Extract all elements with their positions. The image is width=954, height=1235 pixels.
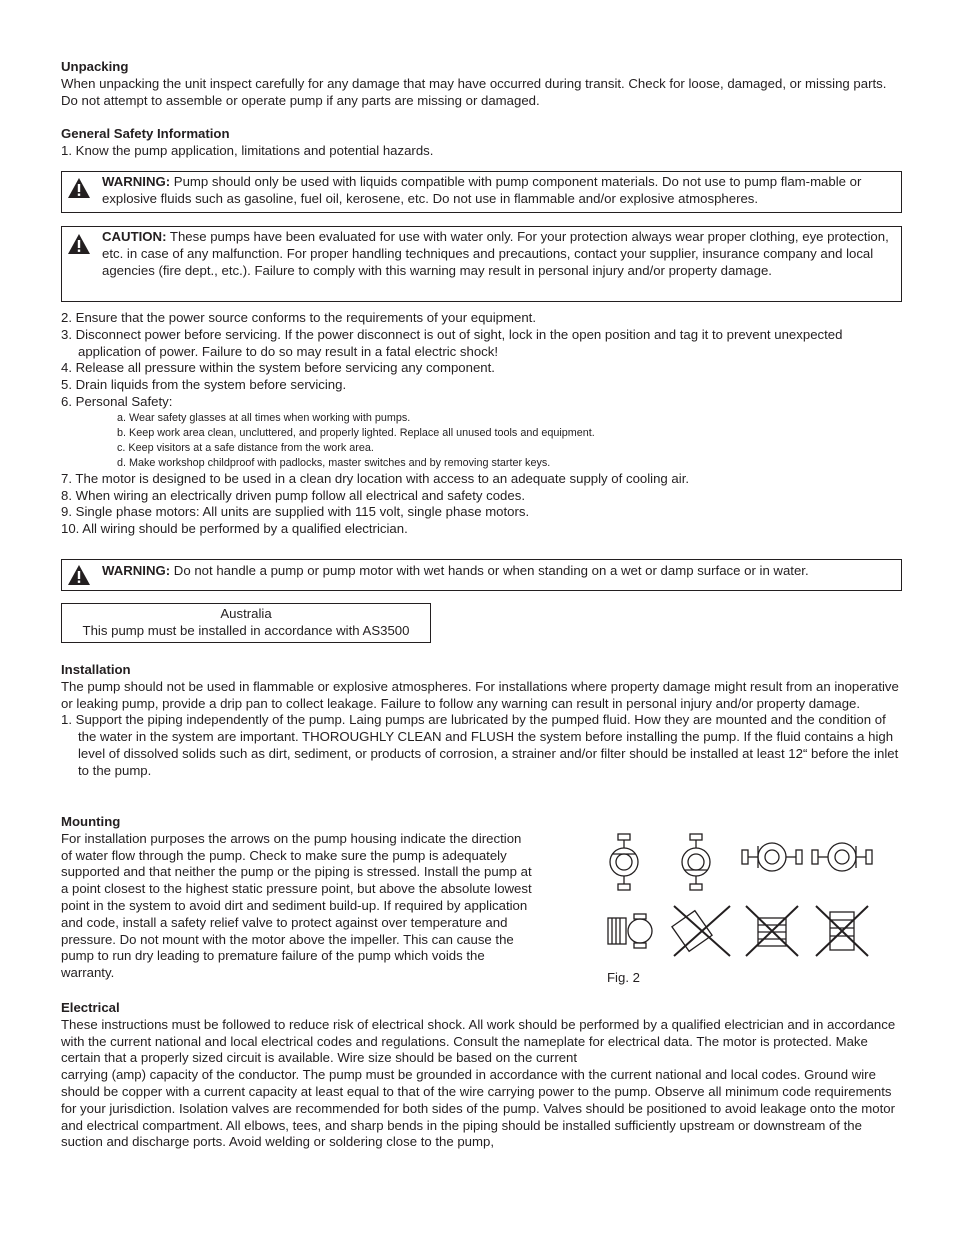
list-item: a. Wear safety glasses at all times when working with pumps.: [117, 411, 411, 424]
warning-1-body: Pump should only be used with liquids compatible with pump component materials. Do not use to pump flam-mable or explosive fluids such as gasoline, fuel oil, kerosene, etc. Do not use in flammable and/or explosive atmospheres.: [102, 174, 862, 206]
electrical-body-2: carrying (amp) capacity of the conductor. The pump must be grounded in accordance with the current national and local codes. Ground wire should be copper with a current capacity at least equal to that of the wire carrying power to the pump. Observe all minimum code requirements for your jurisdiction. Isolation valves are recommended for both sides of the pump. Valves should be positioned to avoid leakage onto the motor and electrical compartment. All elbows, tees, and sharp bends in the piping should be installed sufficiently upstream or downstream of the suction and discharge ports. Avoid welding or soldering close to the pump,: [61, 1067, 895, 1150]
pump-motor-horizontal-icon: [608, 914, 652, 948]
safety-heading: General Safety Information: [61, 126, 230, 141]
unpacking-body: When unpacking the unit inspect carefully for any damage that may have occurred during transit. Check for loose, damaged, or missing parts. Do not attempt to assemble or operate pump if any parts are missing or damaged.: [61, 75, 887, 108]
safety-item-1: 1. Know the pump application, limitations and potential hazards.: [61, 142, 434, 158]
caution-body: These pumps have been evaluated for use with water only. For your protection always wear proper clothing, eye protection, etc. in case of any malfunction. For proper handling techniques and precautions, contact your supplier, insurance company and local agencies (fire dept., etc.). Failure to comply with this warning may result in personal injury and/or property damage.: [102, 229, 889, 278]
caution-text: [102, 229, 893, 279]
warning-box-2: [61, 559, 902, 591]
electrical-heading: Electrical: [61, 1000, 120, 1015]
pump-motor-upright-crossed-icon: [816, 906, 868, 956]
list-item: 7. The motor is designed to be used in a clean dry location with access to an adequate supply of cooling air.: [61, 470, 690, 486]
installation-section: [61, 662, 904, 780]
installation-body: The pump should not be used in flammable or explosive atmospheres. For installations where property damage might result from an inoperative or leaking pump, provide a drip pan to collect leakage. Failure to follow any warning can result in personal injury and/or property damage.: [61, 678, 899, 711]
warning-2-text: [102, 563, 893, 580]
figure-label: Fig. 2: [607, 970, 640, 985]
list-item: 9. Single phase motors: All units are supplied with 115 volt, single phase motors.: [61, 504, 530, 520]
list-item: c. Keep visitors at a safe distance from the work area.: [117, 441, 374, 454]
list-item: 8. When wiring an electrically driven pump follow all electrical and safety codes.: [61, 487, 525, 503]
safety-items: [61, 310, 904, 411]
mounting-section: [61, 814, 536, 982]
australia-title: Australia: [220, 606, 272, 621]
electrical-section: [61, 1000, 904, 1151]
warning-triangle-icon: [67, 177, 91, 199]
list-item: 5. Drain liquids from the system before servicing.: [61, 377, 347, 393]
caution-label: CAUTION:: [102, 229, 167, 244]
list-item: d. Make workshop childproof with padlocks, master switches and by removing starter keys.: [117, 456, 551, 469]
pump-horizontal-left-icon: [742, 843, 802, 871]
mounting-body: For installation purposes the arrows on the pump housing indicate the direction of water flow through the pump. Check to make sure the pump is adequately supported and that neither the pump or the piping is stressed. Install the pump at a point closest to the highest static pressure point, but above the absolute lowest point in the system to avoid dirt and sediment build-up. If required by application and code, install a safety relief valve to protect against over temperature and pressure. Do not mount with the motor above the impeller. This can cause the pump to run dry leading to premature failure of the pump which voids the warranty.: [61, 830, 532, 981]
warning-2-label: WARNING:: [102, 563, 171, 578]
personal-safety-list: [61, 411, 904, 471]
list-item: 1. Support the piping independently of the pump. Laing pumps are lubricated by the pumped fluid. How they are mounted and the condition of the water in the system are important. THOROUGHLY CLEAN and FLUSH the system before installing the pump. If the fluid contains a high level of dissolved solids such as dirt, sediment, or products of corrosion, a strainer and/or filter should be installed at least 12“ before the inlet to the pump.: [61, 712, 899, 778]
electrical-body-1: These instructions must be followed to reduce risk of electrical shock. All work should be performed by a qualified electrician and in accordance with the current national and local electrical codes and regulations. Consult the nameplate for electrical data. The motor is protected. Make certain that a properly sized circuit is available. Wire size should be based on the current: [61, 1016, 896, 1066]
list-item: b. Keep work area clean, uncluttered, and properly lighted. Replace all unused tools and equipment.: [117, 426, 595, 439]
warning-box-1: [61, 171, 902, 213]
safety-items-2: [61, 471, 904, 538]
safety-section: [61, 126, 904, 160]
australia-text: This pump must be installed in accordance with AS3500: [82, 622, 410, 638]
installation-heading: Installation: [61, 662, 131, 677]
caution-box: [61, 226, 902, 302]
pump-vertical-down-icon: [682, 834, 710, 890]
pump-vertical-up-icon: [610, 834, 638, 890]
list-item: 4. Release all pressure within the system before servicing any component.: [61, 360, 495, 376]
list-item: 6. Personal Safety:: [61, 393, 173, 409]
mounting-orientation-figure: [598, 826, 898, 991]
installation-list: [61, 712, 904, 779]
australia-box: [61, 603, 431, 643]
list-item: 10. All wiring should be performed by a qualified electrician.: [61, 521, 408, 537]
warning-1-text: [102, 174, 893, 208]
warning-triangle-icon: [67, 233, 91, 255]
pump-motor-diagonal-crossed-icon: [672, 906, 730, 956]
mounting-heading: Mounting: [61, 814, 121, 829]
warning-triangle-icon: [67, 564, 91, 586]
list-item: 3. Disconnect power before servicing. If the power disconnect is out of sight, lock in the open position and tag it to prevent unexpected application of power. Failure to do so may result in a fatal electric shock!: [61, 326, 843, 359]
unpacking-heading: Unpacking: [61, 59, 129, 74]
warning-1-label: WARNING:: [102, 174, 171, 189]
unpacking-section: [61, 59, 904, 109]
list-item: 2. Ensure that the power source conforms to the requirements of your equipment.: [61, 310, 537, 325]
pump-horizontal-right-icon: [812, 843, 872, 871]
pump-motor-up-crossed-icon: [746, 906, 798, 956]
safety-list: [61, 310, 904, 538]
warning-2-body: Do not handle a pump or pump motor with wet hands or when standing on a wet or damp surface or in water.: [170, 563, 809, 578]
